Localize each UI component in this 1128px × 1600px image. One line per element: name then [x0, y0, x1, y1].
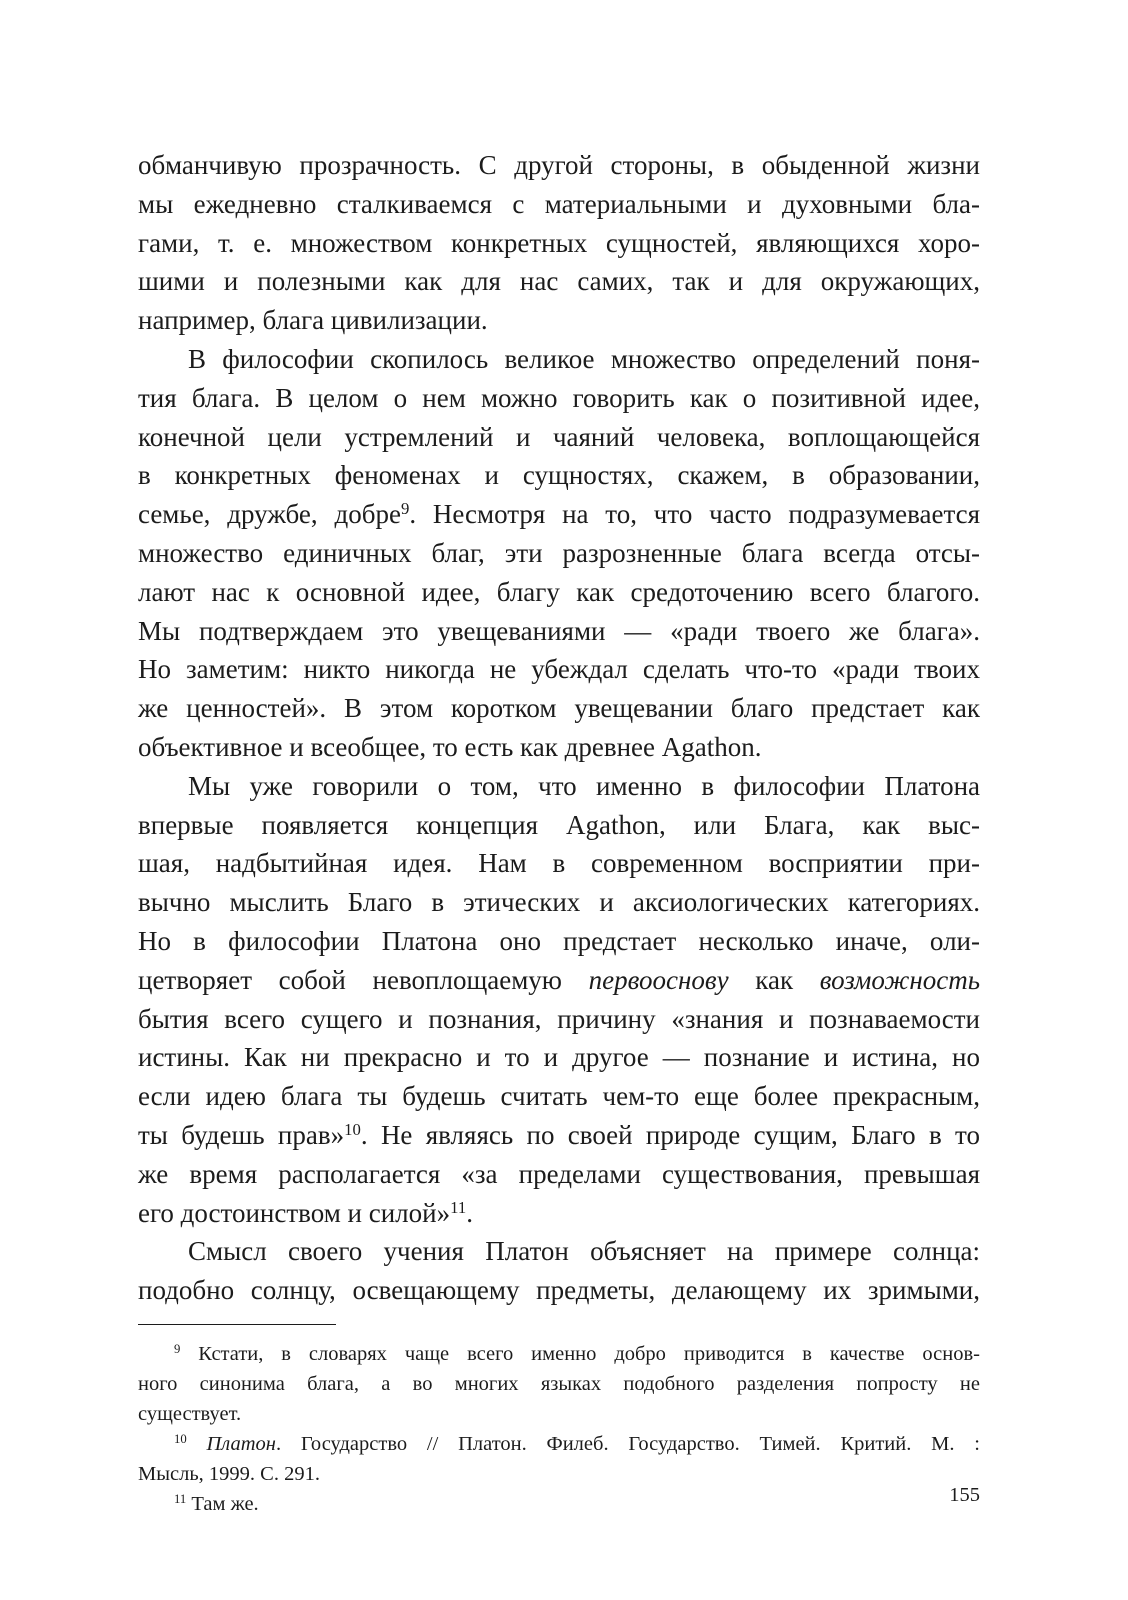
- text-run: [187, 1433, 207, 1455]
- text-line: конечной цели устремлений и чаяний человека, воплощающейся: [138, 421, 980, 452]
- footnote-9: [138, 1339, 980, 1429]
- para-3: [138, 767, 980, 1233]
- text-run: Там же.: [186, 1492, 259, 1515]
- text-line: если идею блага ты будешь считать чем-то еще более прекрасным,: [138, 1081, 980, 1112]
- italic-text: Платон: [206, 1432, 276, 1455]
- text-line: Смысл своего учения Платон объясняет на примере солнца:: [188, 1236, 980, 1267]
- italic-text: возможность: [819, 964, 981, 995]
- text-line: в конкретных феноменах и сущностях, скажем, в образовании,: [138, 460, 980, 491]
- text-line: [138, 1339, 980, 1369]
- footnote-ref: 10: [344, 1119, 361, 1139]
- text-line: Мы уже говорили о том, что именно в философии Платона: [188, 770, 980, 801]
- text-line: [138, 1194, 980, 1233]
- footnote-ref: 9: [174, 1341, 181, 1356]
- footnote-ref: 11: [450, 1197, 467, 1217]
- text-run: . Несмотря на то, что часто подразумевается: [409, 499, 980, 530]
- footnote-ref: 9: [400, 498, 410, 518]
- text-run: ты будешь прав»: [138, 1119, 345, 1150]
- text-line: Мы подтверждаем это увещеваниями — «ради твоего же блага».: [138, 615, 980, 646]
- text-line: множество единичных благ, эти разрозненные блага всегда отсы-: [138, 537, 980, 568]
- text-run: его достоинством и силой»: [138, 1197, 451, 1228]
- footnote-separator: [138, 1324, 336, 1325]
- footnote-ref: 11: [174, 1491, 187, 1506]
- text-line: Мысль, 1999. С. 291.: [138, 1462, 320, 1485]
- text-line: же время располагается «за пределами существования, превышая: [138, 1158, 980, 1189]
- text-line: впервые появляется концепция Agathon, или Блага, как выс-: [138, 809, 980, 840]
- text-run: цетворяет собой невоплощаемую: [138, 964, 589, 995]
- text-run: семье, дружбе, добре: [138, 499, 401, 530]
- text-run: Кстати, в словарях чаще всего именно добро приводится в качестве основ-: [180, 1342, 980, 1365]
- footnote-11: [138, 1489, 980, 1519]
- para-2: [138, 340, 980, 767]
- text-line: В философии скопилось великое множество определений поня-: [188, 343, 980, 374]
- text-line: лают нас к основной идее, благу как средоточению всего благого.: [138, 576, 980, 607]
- text-line: [138, 961, 980, 1000]
- text-line: мы ежедневно сталкиваемся с материальными и духовными бла-: [138, 188, 980, 219]
- text-line: например, блага цивилизации.: [138, 305, 488, 336]
- footnote-ref: 10: [174, 1431, 187, 1446]
- text-line: подобно солнцу, освещающему предметы, делающему их зримыми,: [138, 1275, 980, 1306]
- text-line: существует.: [138, 1402, 242, 1425]
- text-line: Но в философии Платона оно предстает несколько иначе, оли-: [138, 925, 980, 956]
- text-line: истины. Как ни прекрасно и то и другое — познание и истина, но: [138, 1042, 980, 1073]
- para-1: [138, 146, 980, 340]
- text-run: как: [728, 964, 820, 995]
- footnote-10: [138, 1429, 980, 1489]
- italic-text: первооснову: [588, 964, 729, 995]
- text-line: [138, 495, 980, 534]
- main-text-block: [138, 146, 980, 1519]
- text-line: бытия всего сущего и познания, причину «знания и познаваемости: [138, 1003, 980, 1034]
- text-line: [138, 1116, 980, 1155]
- page-number: 155: [949, 1484, 980, 1506]
- text-line: обманчивую прозрачность. С другой стороны, в обыденной жизни: [138, 150, 980, 180]
- text-line: объективное и всеобщее, то есть как древнее Agathon.: [138, 731, 762, 762]
- text-line: шими и полезными как для нас самих, так и для окружающих,: [138, 266, 980, 297]
- text-line: шая, надбытийная идея. Нам в современном восприятии при-: [138, 848, 980, 879]
- text-run: .: [466, 1197, 473, 1228]
- text-line: [138, 1429, 980, 1459]
- text-line: вычно мыслить Благо в этических и аксиологических категориях.: [138, 887, 980, 918]
- text-line: [138, 1489, 980, 1519]
- text-line: ного синонима блага, а во многих языках подобного разделения попросту не: [138, 1372, 980, 1395]
- para-4: [138, 1232, 980, 1310]
- text-line: тия блага. В целом о нем можно говорить как о позитивной идее,: [138, 382, 980, 413]
- text-line: же ценностей». В этом коротком увещевании благо предстает как: [138, 693, 980, 724]
- text-line: Но заметим: никто никогда не убеждал сделать что-то «ради твоих: [138, 654, 980, 685]
- body-text: [138, 146, 980, 1310]
- text-run: . Не являясь по своей природе сущим, Благо в то: [360, 1119, 980, 1150]
- text-run: . Государство // Платон. Филеб. Государство. Тимей. Критий. М. :: [275, 1432, 980, 1455]
- text-line: гами, т. е. множеством конкретных сущностей, являющихся хоро-: [138, 227, 980, 258]
- footnotes: [138, 1339, 980, 1519]
